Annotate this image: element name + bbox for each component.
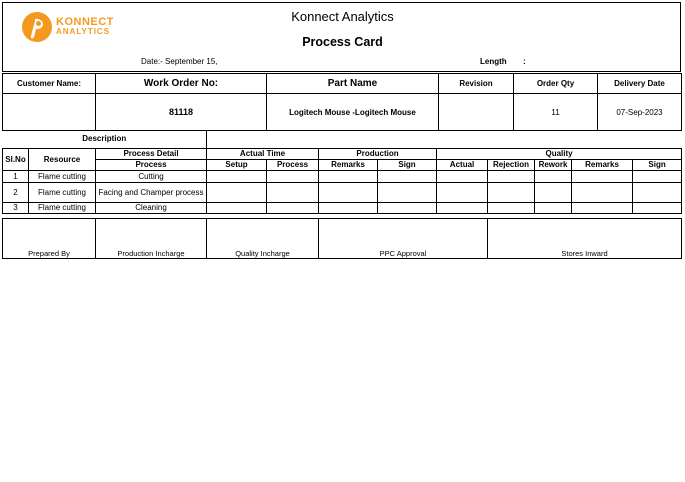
process-header: Process xyxy=(96,159,207,170)
description-value xyxy=(207,130,682,148)
actual-time-header: Actual Time xyxy=(207,148,319,159)
part-name-header: Part Name xyxy=(267,74,439,94)
work-order-value: 81118 xyxy=(96,94,267,131)
part-name-value: Logitech Mouse -Logitech Mouse xyxy=(267,94,439,131)
quality-incharge-signature: Quality Incharge xyxy=(207,219,319,259)
work-order-header: Work Order No: xyxy=(96,74,267,94)
order-info-table xyxy=(2,73,682,131)
production-incharge-signature: Production Incharge xyxy=(96,219,207,259)
page-title: Process Card xyxy=(302,35,383,49)
stores-inward-signature: Stores Inward xyxy=(488,219,682,259)
row-slno: 1 xyxy=(3,170,29,182)
delivery-date-value: 07-Sep-2023 xyxy=(598,94,682,131)
company-name: Konnect Analytics xyxy=(291,9,394,24)
revision-value xyxy=(439,94,514,131)
quality-remarks-header: Remarks xyxy=(572,159,633,170)
production-remarks-header: Remarks xyxy=(319,159,378,170)
ppc-approval-signature: PPC Approval xyxy=(319,219,488,259)
table-row xyxy=(3,170,682,182)
revision-header: Revision xyxy=(439,74,514,94)
row-process: Facing and Champer process xyxy=(96,182,207,202)
process-table xyxy=(2,130,682,214)
process-detail-header: Process Detail xyxy=(96,148,207,159)
row-process: Cleaning xyxy=(96,202,207,213)
order-qty-header: Order Qty xyxy=(514,74,598,94)
logo-text-line2: ANALYTICS xyxy=(56,27,111,36)
date-label: Date:- xyxy=(141,57,163,66)
signature-table xyxy=(2,218,682,259)
production-sign-header: Sign xyxy=(378,159,437,170)
quality-rework-header: Rework xyxy=(535,159,572,170)
order-qty-value: 11 xyxy=(514,94,598,131)
resource-header: Resource xyxy=(29,148,96,170)
delivery-date-header: Delivery Date xyxy=(598,74,682,94)
length-colon: : xyxy=(523,57,526,66)
logo-text-line1: KONNECT xyxy=(56,16,114,28)
prepared-by-signature: Prepared By xyxy=(3,219,96,259)
row-resource: Flame cutting xyxy=(29,202,96,213)
description-label: Description xyxy=(3,130,207,148)
quality-actual-header: Actual xyxy=(437,159,488,170)
row-slno: 2 xyxy=(3,182,29,202)
length-label: Length xyxy=(480,57,507,66)
row-resource: Flame cutting xyxy=(29,182,96,202)
date-value: September 15, xyxy=(165,57,218,66)
table-row xyxy=(3,202,682,213)
process-time-header: Process xyxy=(267,159,319,170)
quality-header: Quality xyxy=(437,148,682,159)
setup-header: Setup xyxy=(207,159,267,170)
customer-name-value xyxy=(3,94,96,131)
row-process: Cutting xyxy=(96,170,207,182)
quality-sign-header: Sign xyxy=(633,159,682,170)
customer-name-header: Customer Name: xyxy=(3,74,96,94)
slno-header: Sl.No xyxy=(3,148,29,170)
date-field xyxy=(141,57,218,66)
production-header: Production xyxy=(319,148,437,159)
table-row xyxy=(3,182,682,202)
row-resource: Flame cutting xyxy=(29,170,96,182)
row-slno: 3 xyxy=(3,202,29,213)
quality-rejection-header: Rejection xyxy=(488,159,535,170)
